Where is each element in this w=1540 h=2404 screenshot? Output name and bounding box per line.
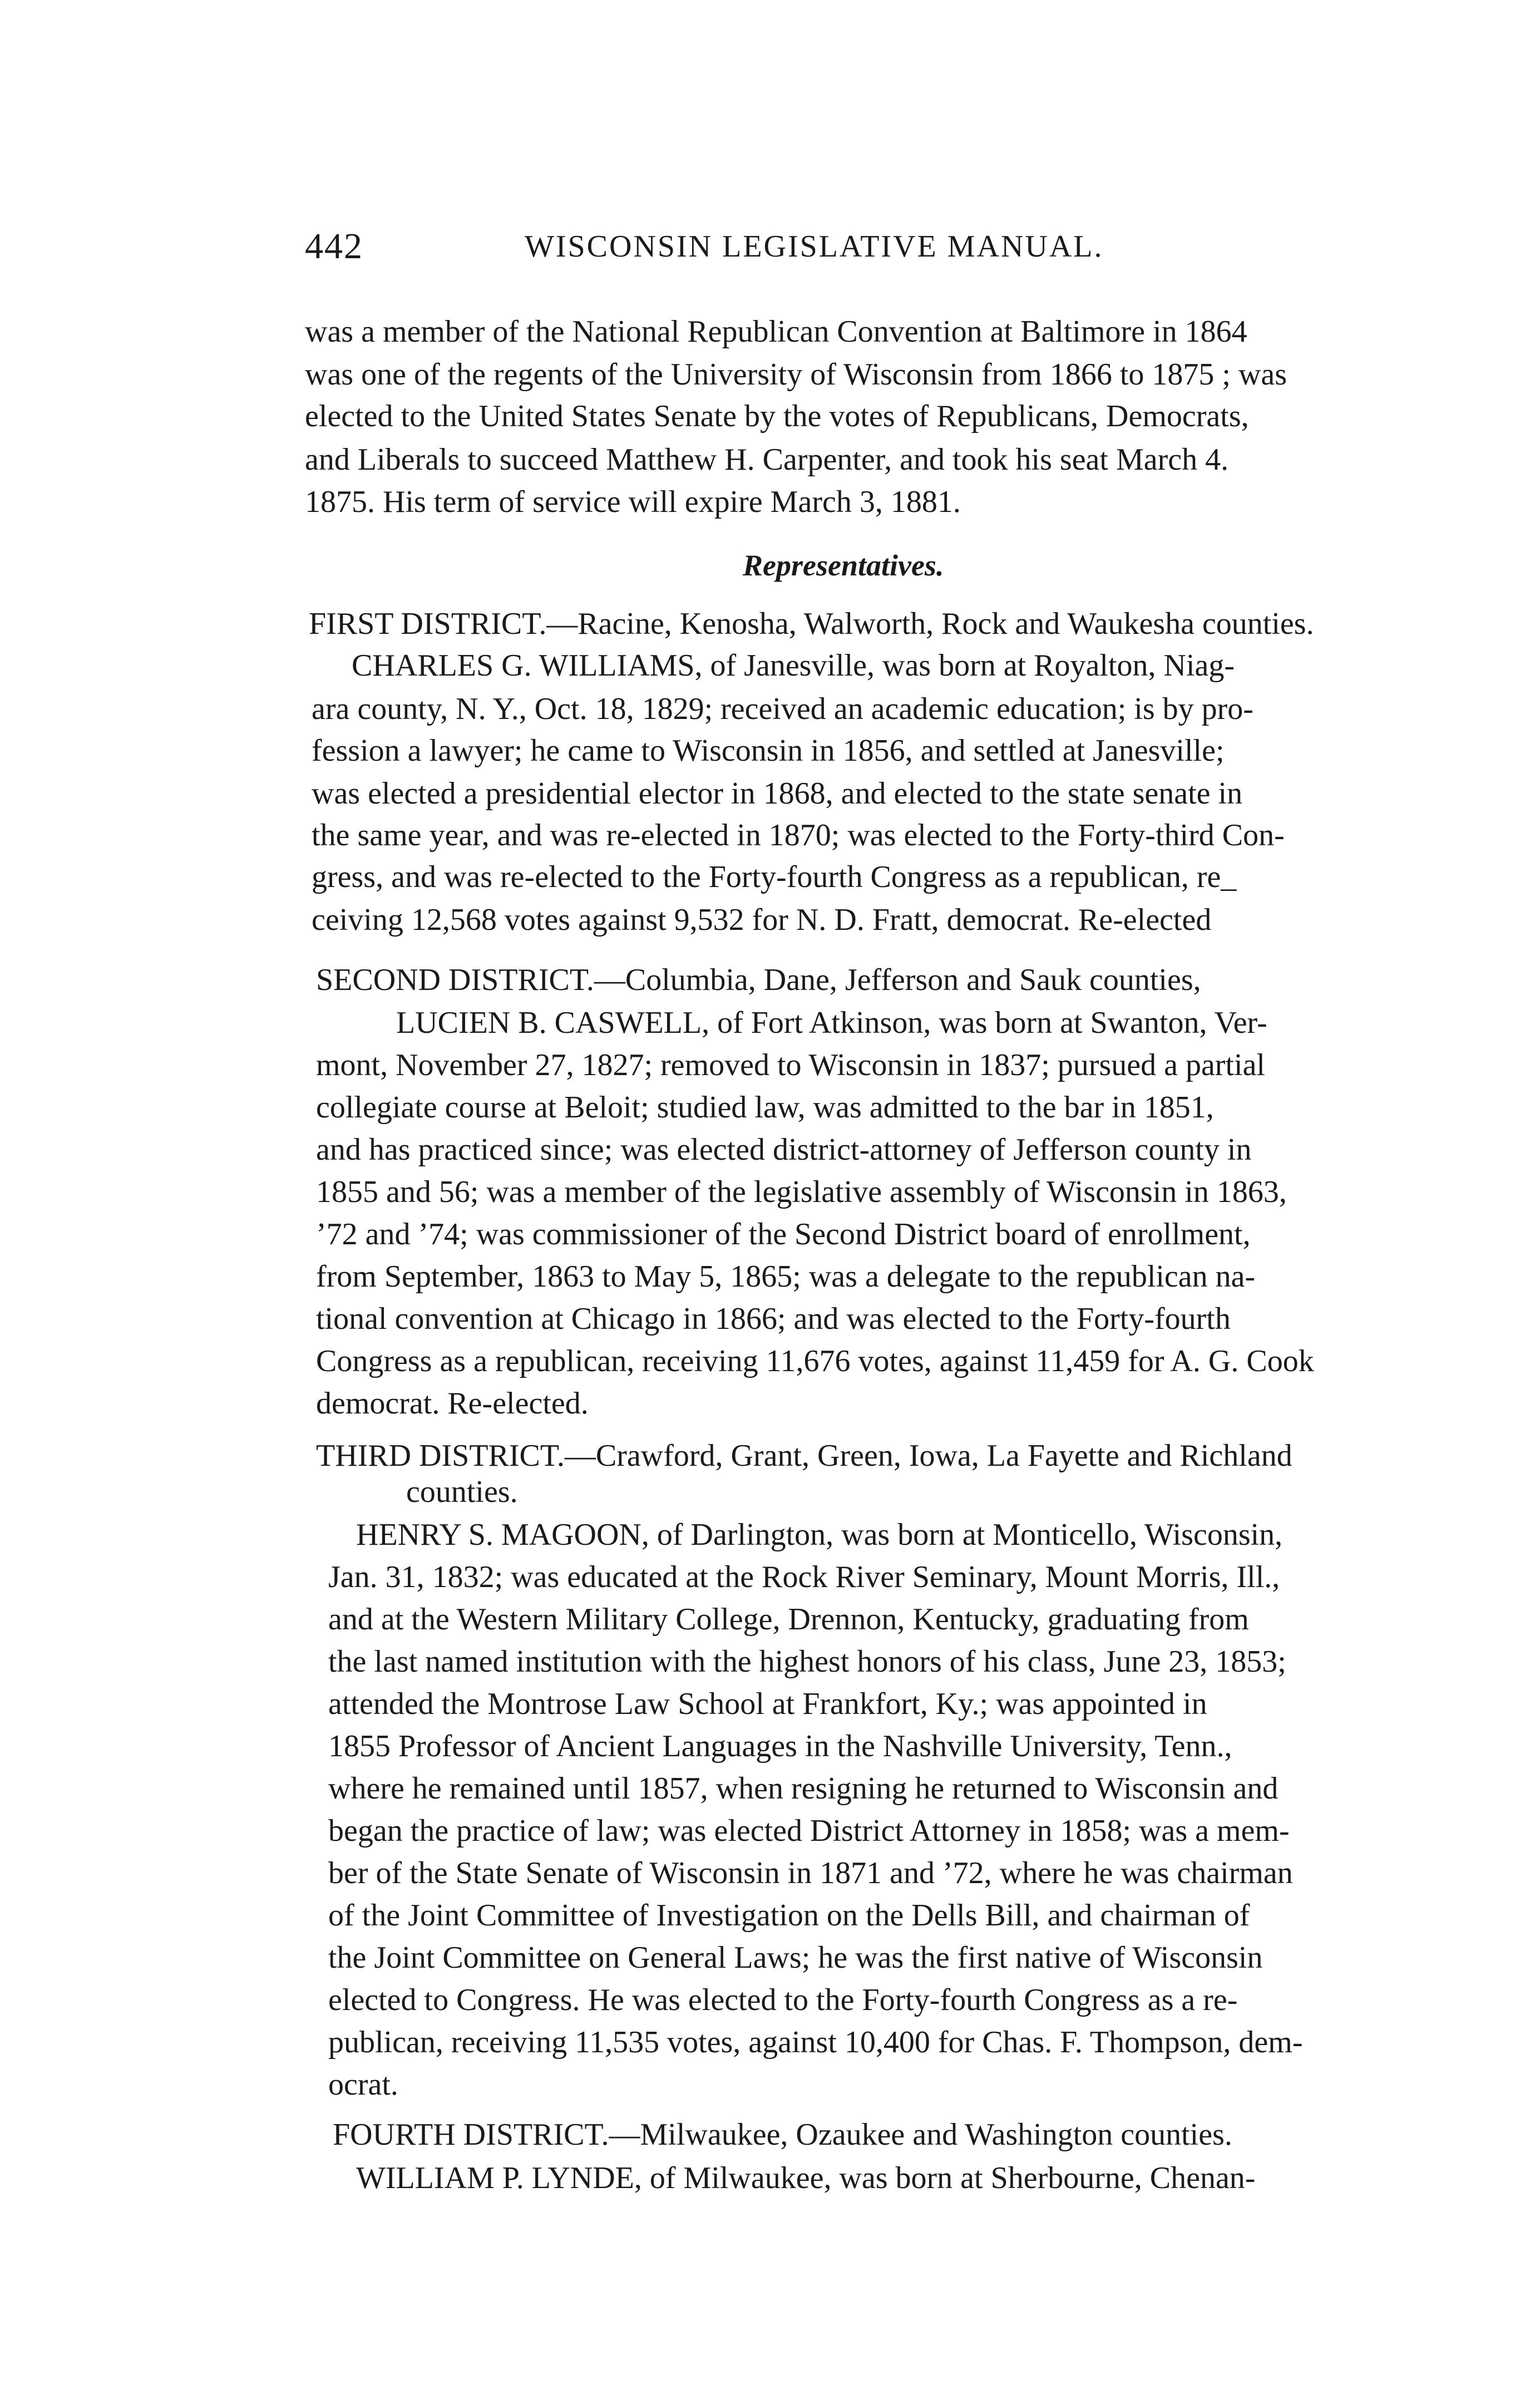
text-line: democrat. Re-elected. xyxy=(316,1386,589,1421)
text-line: counties. xyxy=(406,1475,518,1509)
text-line: ’72 and ’74; was commissioner of the Second District board of enrollment, xyxy=(316,1217,1251,1252)
text-line: where he remained until 1857, when resigning he returned to Wisconsin and xyxy=(328,1771,1279,1806)
text-line: 1875. His term of service will expire March 3, 1881. xyxy=(305,485,961,519)
section-heading: Representatives. xyxy=(743,549,944,582)
text-line: 1855 and 56; was a member of the legislative assembly of Wisconsin in 1863, xyxy=(316,1175,1287,1209)
text-line: Congress as a republican, receiving 11,676 votes, against 11,459 for A. G. Cook xyxy=(316,1344,1314,1378)
text-line: from September, 1863 to May 5, 1865; was a delegate to the republican na- xyxy=(316,1259,1256,1294)
text-line: of the Joint Committee of Investigation on the Dells Bill, and chairman of xyxy=(328,1898,1250,1933)
text-line: ber of the State Senate of Wisconsin in 1871 and ’72, where he was chairman xyxy=(328,1856,1293,1890)
text-line: fession a lawyer; he came to Wisconsin in 1856, and settled at Janesville; xyxy=(312,733,1225,768)
text-line: publican, receiving 11,535 votes, against 10,400 for Chas. F. Thompson, dem- xyxy=(328,2025,1303,2060)
text-line: began the practice of law; was elected District Attorney in 1858; was a mem- xyxy=(328,1814,1290,1848)
text-line: the same year, and was re-elected in 1870; was elected to the Forty-third Con- xyxy=(312,818,1285,853)
text-line: ocrat. xyxy=(328,2067,398,2102)
running-title: WISCONSIN LEGISLATIVE MANUAL. xyxy=(525,229,1104,264)
text-line: was elected a presidential elector in 1868, and elected to the state senate in xyxy=(312,776,1243,811)
text-line: was a member of the National Republican Convention at Baltimore in 1864 xyxy=(305,314,1247,349)
district-heading: THIRD DISTRICT.—Crawford, Grant, Green, Iowa, La Fayette and Richland xyxy=(316,1439,1292,1473)
text-line: the Joint Committee on General Laws; he was the first native of Wisconsin xyxy=(328,1940,1263,1975)
text-line: tional convention at Chicago in 1866; and was elected to the Forty-fourth xyxy=(316,1302,1231,1336)
text-line: the last named institution with the highest honors of his class, June 23, 1853; xyxy=(328,1644,1286,1679)
text-line: and Liberals to succeed Matthew H. Carpenter, and took his seat March 4. xyxy=(305,442,1229,477)
district-heading: FIRST DISTRICT.—Racine, Kenosha, Walworth, Rock and Waukesha counties. xyxy=(309,607,1314,641)
text-line: WILLIAM P. LYNDE, of Milwaukee, was born at Sherbourne, Chenan- xyxy=(356,2161,1256,2195)
text-line: attended the Montrose Law School at Frankfort, Ky.; was appointed in xyxy=(328,1687,1207,1721)
page-number: 442 xyxy=(305,226,363,267)
text-line: ara county, N. Y., Oct. 18, 1829; received an academic education; is by pro- xyxy=(312,692,1253,726)
text-line: gress, and was re-elected to the Forty-fourth Congress as a republican, re_ xyxy=(312,860,1237,894)
text-line: elected to the United States Senate by the votes of Republicans, Democrats, xyxy=(305,399,1249,433)
text-line: mont, November 27, 1827; removed to Wisconsin in 1837; pursued a partial xyxy=(316,1048,1265,1082)
text-line: ceiving 12,568 votes against 9,532 for N. D. Fratt, democrat. Re-elected xyxy=(312,903,1212,937)
text-line: elected to Congress. He was elected to the Forty-fourth Congress as a re- xyxy=(328,1983,1238,2017)
district-heading: FOURTH DISTRICT.—Milwaukee, Ozaukee and Washington counties. xyxy=(333,2117,1232,2152)
text-line: and at the Western Military College, Drennon, Kentucky, graduating from xyxy=(328,1602,1249,1637)
text-line: CHARLES G. WILLIAMS, of Janesville, was born at Royalton, Niag- xyxy=(352,648,1235,683)
text-line: and has practiced since; was elected district-attorney of Jefferson county in xyxy=(316,1132,1252,1167)
text-line: collegiate course at Beloit; studied law, was admitted to the bar in 1851, xyxy=(316,1090,1214,1125)
page-header xyxy=(305,225,1284,275)
text-line: 1855 Professor of Ancient Languages in the Nashville University, Tenn., xyxy=(328,1729,1232,1763)
text-line: Jan. 31, 1832; was educated at the Rock River Seminary, Mount Morris, Ill., xyxy=(328,1560,1280,1594)
text-line: HENRY S. MAGOON, of Darlington, was born at Monticello, Wisconsin, xyxy=(356,1518,1283,1552)
text-line: LUCIEN B. CASWELL, of Fort Atkinson, was born at Swanton, Ver- xyxy=(396,1006,1267,1040)
district-heading: SECOND DISTRICT.—Columbia, Dane, Jefferson and Sauk counties, xyxy=(316,963,1201,997)
text-line: was one of the regents of the University of Wisconsin from 1866 to 1875 ; was xyxy=(305,357,1287,392)
